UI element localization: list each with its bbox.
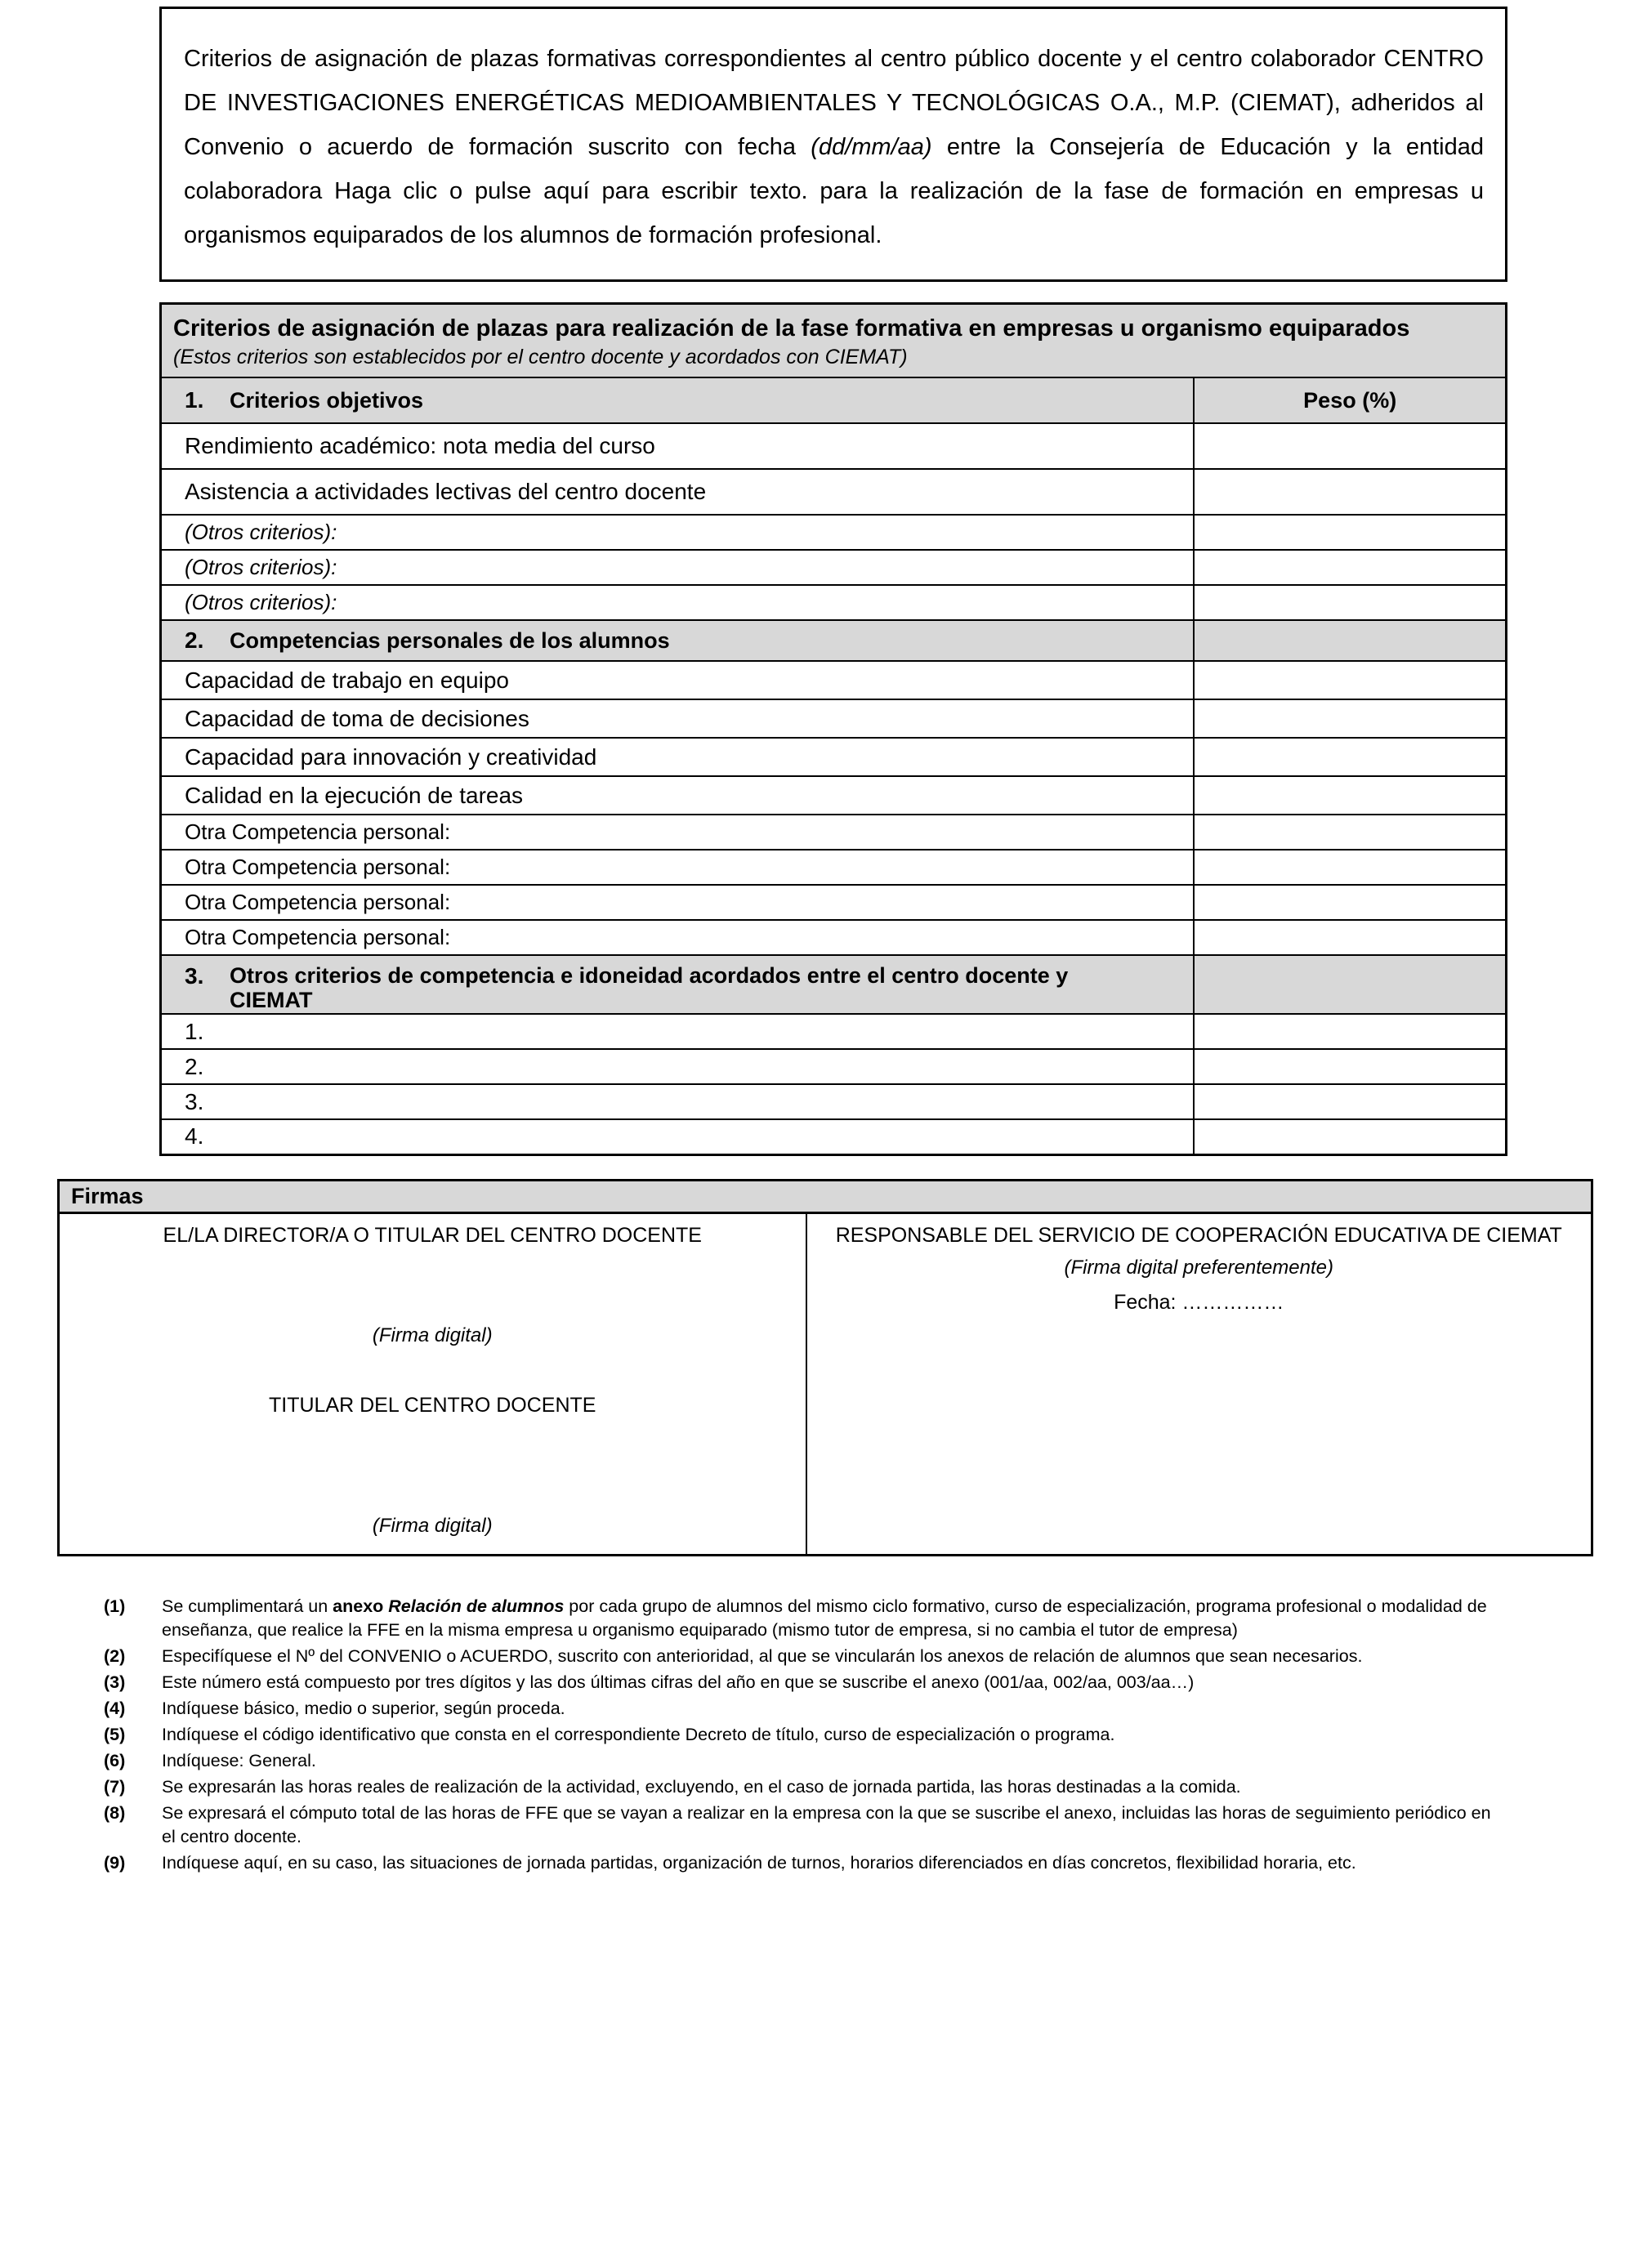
footnote-text: Este número está compuesto por tres dígitos y las dos últimas cifras del año en que se suscribe el anexo (001/aa, 002/aa, 003/aa…) xyxy=(162,1672,1195,1692)
intro-text-part3: para la realización de la fase de formación en empresas u organismos equiparados de los alumnos de formación profesional. xyxy=(184,178,1485,248)
footnote-number: (2) xyxy=(104,1646,126,1666)
weight-input-cell[interactable] xyxy=(1194,423,1506,469)
intro-box xyxy=(159,7,1507,282)
footnote-text: Indíquese: General. xyxy=(162,1751,316,1770)
footnote-text: Indíquese básico, medio o superior, según proceda. xyxy=(162,1699,565,1718)
weight-input-cell[interactable] xyxy=(1194,885,1506,920)
signature-area-ciemat xyxy=(807,1214,1592,1554)
signature-right-note: (Firma digital preferentemente) xyxy=(1064,1257,1333,1279)
footnote-text: Indíquese el código identificativo que consta en el correspondiente Decreto de título, curso de especialización o programa. xyxy=(162,1725,1115,1744)
signature-left-subtitle: TITULAR DEL CENTRO DOCENTE xyxy=(268,1394,596,1417)
other-competence-field[interactable]: Otra Competencia personal: xyxy=(161,850,1195,885)
signatures-header: Firmas xyxy=(60,1181,1591,1214)
signature-field-director[interactable]: (Firma digital) xyxy=(372,1324,493,1346)
numbered-criterion-field[interactable]: 4. xyxy=(161,1119,1195,1154)
criterion-label: Capacidad de toma de decisiones xyxy=(161,699,1195,738)
section-1-header: 1. Criterios objetivos xyxy=(161,377,1195,423)
text-entry-placeholder[interactable]: Haga clic o pulse aquí para escribir texto. xyxy=(334,178,808,204)
intro-text-part2: entre la Consejería de Educación y la entidad colaboradora xyxy=(184,134,1484,204)
footnote-item xyxy=(104,1645,1503,1668)
footnote-text: Se cumplimentará un anexo Relación de alumnos por cada grupo de alumnos del mismo ciclo formativo, curso de especialización, programa profesional o modalidad de enseñanza, que realice la FFE en la misma empresa u organismo equiparado (mismo tutor de empresa, si no cambia el tutor de empresa) xyxy=(162,1596,1487,1640)
weight-input-cell[interactable] xyxy=(1194,585,1506,620)
criterion-label: Asistencia a actividades lectivas del centro docente xyxy=(161,469,1195,515)
signature-left-title: EL/LA DIRECTOR/A O TITULAR DEL CENTRO DOCENTE xyxy=(163,1224,702,1247)
other-competence-field[interactable]: Otra Competencia personal: xyxy=(161,885,1195,920)
section-3-header: 3. Otros criterios de competencia e idoneidad acordados entre el centro docente y CIEMAT xyxy=(161,955,1195,1014)
criterion-label: Calidad en la ejecución de tareas xyxy=(161,776,1195,815)
footnote-number: (8) xyxy=(104,1803,126,1823)
numbered-criterion-field[interactable]: 3. xyxy=(161,1084,1195,1119)
other-competence-field[interactable]: Otra Competencia personal: xyxy=(161,920,1195,955)
criterion-label: Capacidad de trabajo en equipo xyxy=(161,661,1195,699)
criteria-table-title: Criterios de asignación de plazas para realización de la fase formativa en empresas u organismo equiparados xyxy=(173,315,1410,342)
criterion-label: Rendimiento académico: nota media del curso xyxy=(161,423,1195,469)
other-competence-field[interactable]: Otra Competencia personal: xyxy=(161,815,1195,850)
weight-input-cell[interactable] xyxy=(1194,738,1506,776)
other-criterion-field[interactable]: (Otros criterios): xyxy=(161,515,1195,550)
footnote-number: (3) xyxy=(104,1672,126,1692)
footnote-item xyxy=(104,1697,1503,1721)
section-2-header: 2. Competencias personales de los alumnos xyxy=(161,620,1195,661)
footnote-text: Especifíquese el Nº del CONVENIO o ACUERDO, suscrito con anterioridad, al que se vincularán los anexos de relación de alumnos que sean necesarios. xyxy=(162,1646,1363,1666)
weight-input-cell[interactable] xyxy=(1194,550,1506,585)
other-criterion-field[interactable]: (Otros criterios): xyxy=(161,550,1195,585)
footnote-number: (5) xyxy=(104,1725,126,1744)
footnote-number: (1) xyxy=(104,1596,126,1616)
weight-input-cell[interactable] xyxy=(1194,1014,1506,1049)
weight-header-empty xyxy=(1194,955,1506,1014)
signature-area-director xyxy=(60,1214,807,1554)
numbered-criterion-field[interactable]: 1. xyxy=(161,1014,1195,1049)
date-format-hint: (dd/mm/aa) xyxy=(811,134,932,160)
footnote-item xyxy=(104,1723,1503,1747)
footnote-item xyxy=(104,1775,1503,1799)
weight-input-cell[interactable] xyxy=(1194,920,1506,955)
footnote-item xyxy=(104,1671,1503,1694)
numbered-criterion-field[interactable]: 2. xyxy=(161,1049,1195,1084)
footnote-text: Indíquese aquí, en su caso, las situaciones de jornada partidas, organización de turnos, horarios diferenciados en días concretos, flexibilidad horaria, etc. xyxy=(162,1853,1356,1873)
signature-right-title: RESPONSABLE DEL SERVICIO DE COOPERACIÓN EDUCATIVA DE CIEMAT xyxy=(835,1224,1562,1247)
footnote-item xyxy=(104,1595,1503,1642)
footnote-text: Se expresarán las horas reales de realización de la actividad, excluyendo, en el caso de jornada partida, las horas destinadas a la comida. xyxy=(162,1777,1241,1797)
footnote-item xyxy=(104,1851,1503,1875)
criterion-label: Capacidad para innovación y creatividad xyxy=(161,738,1195,776)
criteria-table-header xyxy=(161,304,1507,378)
weight-input-cell[interactable] xyxy=(1194,1119,1506,1154)
weight-input-cell[interactable] xyxy=(1194,776,1506,815)
footnote-item xyxy=(104,1801,1503,1849)
footnotes xyxy=(104,1595,1503,1877)
signature-field-titular[interactable]: (Firma digital) xyxy=(372,1515,493,1537)
weight-input-cell[interactable] xyxy=(1194,815,1506,850)
signatures-box xyxy=(57,1179,1593,1556)
weight-input-cell[interactable] xyxy=(1194,850,1506,885)
footnote-number: (9) xyxy=(104,1853,126,1873)
weight-input-cell[interactable] xyxy=(1194,1084,1506,1119)
weight-input-cell[interactable] xyxy=(1194,661,1506,699)
criteria-table xyxy=(159,302,1507,1156)
weight-header-empty xyxy=(1194,620,1506,661)
footnote-number: (6) xyxy=(104,1751,126,1770)
weight-column-header: Peso (%) xyxy=(1194,377,1506,423)
date-field[interactable]: Fecha: …………… xyxy=(1114,1291,1284,1314)
footnote-number: (7) xyxy=(104,1777,126,1797)
footnote-text: Se expresará el cómputo total de las horas de FFE que se vayan a realizar en la empresa con la que se suscribe el anexo, incluidas las horas de seguimiento periódico en el centro docente. xyxy=(162,1803,1491,1846)
other-criterion-field[interactable]: (Otros criterios): xyxy=(161,585,1195,620)
weight-input-cell[interactable] xyxy=(1194,699,1506,738)
intro-text-part1: Criterios de asignación de plazas formativas correspondientes al centro público docente y el centro colaborador CENTRO DE INVESTIGACIONES ENERGÉTICAS MEDIOAMBIENTALES Y TECNOLÓGICAS O.A., M.P. (CIEMAT), adheridos al Convenio o acuerdo de formación suscrito con fecha xyxy=(184,46,1484,160)
weight-input-cell[interactable] xyxy=(1194,1049,1506,1084)
footnote-number: (4) xyxy=(104,1699,126,1718)
signatures-body xyxy=(60,1214,1591,1554)
criteria-table-subtitle: (Estos criterios son establecidos por el centro docente y acordados con CIEMAT) xyxy=(173,346,908,368)
weight-input-cell[interactable] xyxy=(1194,515,1506,550)
footnote-item xyxy=(104,1749,1503,1773)
weight-input-cell[interactable] xyxy=(1194,469,1506,515)
